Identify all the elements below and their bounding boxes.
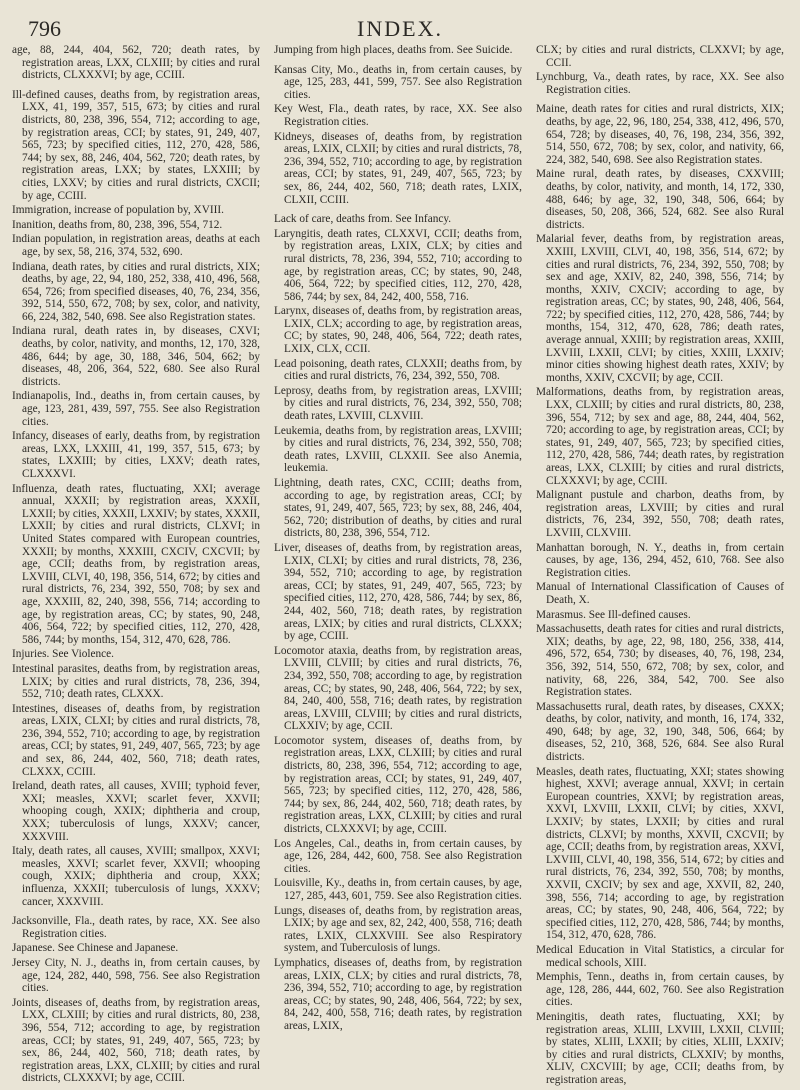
index-entry: Kidneys, diseases of, deaths from, by registration areas, LXIX, CLXII; by cities and rural districts, 78, 236, 394, 552, 710; according to age, by registration areas, CCI; by states, 91, 249, 407, 565, 723; by sex, 86, 244, 402, 560, 718; death rates, LXIX, CLXII, CCIII. — [274, 130, 522, 206]
index-entry: Memphis, Tenn., deaths in, from certain causes, by age, 128, 286, 444, 602, 760. See also Registration cities. — [536, 971, 784, 1009]
index-entry: Locomotor system, diseases of, deaths from, by registration areas, LXX, CLXIII; by cities and rural districts, 80, 238, 396, 554, 712; according to age, by registration areas, CCI; by states, 91, 249, 407, 565, 723; by specified cities, 112, 270, 428, 586, 744; by sex, 86, 244, 402, 560, 718; death rates, by registration areas, LXX, CLXIII; by cities and rural districts, CLXXXVI; by age, CCIII. — [274, 734, 522, 836]
index-entry: Indian population, in registration areas, deaths at each age, by sex, 58, 216, 374, 532, 690. — [12, 233, 260, 258]
index-entry: Louisville, Ky., deaths in, from certain causes, by age, 127, 285, 443, 601, 759. See also Registration cities. — [274, 877, 522, 902]
index-entry: Ill-defined causes, deaths from, by registration areas, LXX, 41, 199, 357, 515, 673; by cities and rural districts, 80, 238, 396, 554, 712; according to age, by registration areas, CCI; by states, 91, 249, 407, 565, 723; by specified cities, 112, 270, 428, 586, 744; by sex, 88, 246, 404, 562, 720; death rates, by registration areas, LXX; by states, LXXIII; by cities, LXXV; by cities and rural districts, CXCII; by age, CCIII. — [12, 88, 260, 202]
index-entry: Jumping from high places, deaths from. See Suicide. — [274, 44, 513, 56]
index-entry: Lack of care, deaths from. See Infancy. — [274, 213, 452, 226]
index-columns — [12, 44, 788, 1089]
index-entry: Leukemia, deaths from, by registration areas, LXVIII; by cities and rural districts, 76, 234, 392, 550, 708; death rates, LXVIII, CLXXII. See also Anemia, leukemia. — [274, 424, 522, 475]
index-entry: Malignant pustule and charbon, deaths from, by registration areas, LXVIII; by cities and rural districts, 76, 234, 392, 550, 708; death rates, LXVIII, CLXVIII. — [536, 489, 784, 539]
index-entry: Jacksonville, Fla., death rates, by race, XX. See also Registration cities. — [12, 915, 260, 940]
index-entry: Injuries. See Violence. — [12, 648, 115, 661]
index-entry: Manhattan borough, N. Y., deaths in, from certain causes, by age, 136, 294, 452, 610, 768. See also Registration cities. — [536, 541, 784, 579]
index-column-1 — [12, 44, 260, 1089]
index-entry: Massachusetts, death rates for cities and rural districts, XIX; deaths, by age, 22, 98, 180, 256, 338, 414, 496, 572, 654, 730; by diseases, 40, 76, 198, 234, 356, 392, 514, 550, 672, 708; by sex, color, and nativity, 68, 226, 384, 542, 700. See also Registration states. — [536, 623, 784, 699]
index-entry: Jersey City, N. J., deaths in, from certain causes, by age, 124, 282, 440, 598, 756. See also Registration cities. — [12, 956, 260, 995]
index-entry: Medical Education in Vital Statistics, a circular for medical schools, XIII. — [536, 943, 784, 969]
index-entry: Indiana, death rates, by cities and rural districts, XIX; deaths, by age, 22, 94, 180, 252, 338, 410, 496, 568, 654, 726; from specified diseases, 40, 76, 234, 356, 392, 514, 550, 672, 708; by sex, color, and nativity, 66, 224, 382, 540, 698. See also Registration states. — [12, 260, 260, 323]
index-entry: Indianapolis, Ind., deaths in, from certain causes, by age, 123, 281, 439, 597, 755. See also Registration cities. — [12, 390, 260, 428]
index-entry: Indiana rural, death rates in, by diseases, CXVI; deaths, by color, nativity, and months, 12, 170, 328, 486, 644; by age, 30, 188, 346, 504, 662; by diseases, 48, 206, 364, 522, 680. See also Rural districts. — [12, 325, 260, 388]
index-entry: Malformations, deaths from, by registration areas, LXX, CLXIII; by cities and rural districts, 80, 238, 396, 554, 712; by sex and age, 88, 244, 404, 562, 720; according to age, by registration areas, CCI; by states, 91, 249, 407, 565, 723; by specified cities, 112, 270, 428, 586, 744; death rates, by registration areas, LXX, CLXIII; by cities and rural districts, CLXXXVI; by age, CCIII. — [536, 386, 784, 487]
index-entry: Italy, death rates, all causes, XVIII; smallpox, XXVI; measles, XXVI; scarlet fever, XXVII; whooping cough, XXIX; diphtheria and croup, XXX; influenza, XXXII; tuberculosis of lungs, XXXV; cancer, XXXVIII. — [12, 845, 260, 908]
index-entry: Infancy, diseases of early, deaths from, by registration areas, LXX, LXXIII, 41, 199, 357, 515, 673; by states, LXXIII; by cities, LXXV; death rates, CLXXXVI. — [12, 430, 260, 480]
index-entry: Lynchburg, Va., death rates, by race, XX. See also Registration cities. — [536, 71, 784, 96]
index-entry: Manual of International Classification of Causes of Death, X. — [536, 581, 784, 606]
index-entry: age, 88, 244, 404, 562, 720; death rates, by registration areas, LXX, CLXIII; by cities and rural districts, CLXXXVI; by age, CCIII. — [12, 44, 260, 82]
index-entry: Key West, Fla., death rates, by race, XX. See also Registration cities. — [274, 103, 522, 128]
page-title: INDEX. — [357, 16, 443, 41]
index-entry: Ireland, death rates, all causes, XVIII; typhoid fever, XXI; measles, XXVI; scarlet fever, XXVII; whooping cough, XXIX; diphtheria and croup, XXX; tuberculosis of lungs, XXXV; cancer, XXXVIII. — [12, 780, 260, 843]
index-entry: Maine, death rates for cities and rural districts, XIX; deaths, by age, 22, 96, 180, 254, 338, 412, 496, 570, 654, 728; by diseases, 40, 76, 198, 234, 356, 392, 514, 550, 672, 708; by sex, color, and nativity, 66, 224, 382, 540, 698. See also Registration states. — [536, 103, 784, 166]
index-entry: Japanese. See Chinese and Japanese. — [12, 942, 179, 955]
index-entry: Influenza, death rates, fluctuating, XXI; average annual, XXXII; by registration areas, XXXII, LXXII; by cities, XXXII, LXXIV; by states, XXXII, LXXII; by cities and rural districts, CLXVI; in United States compared with European countries, XXXII; by months, XXXIII, CXCIV, CXCVII; by age, CCII; deaths from, by registration areas, LXVIII, CLVI, 40, 198, 356, 514, 672; by cities and rural districts, 76, 234, 392, 550, 708; by sex and age, XXXIII, 82, 240, 398, 556, 714; according to age, by registration areas, CC; by states, 90, 248, 406, 564, 722; by specified cities, 112, 270, 428, 586, 744; by months, 154, 312, 470, 628, 786. — [12, 482, 260, 646]
index-entry: Locomotor ataxia, deaths from, by registration areas, LXVIII, CLVIII; by cities and rural districts, 76, 234, 392, 550, 708; according to age, by registration areas, CC; by states, 90, 248, 406, 564, 722; by sex, 84, 240, 400, 558, 716; death rates, by registration areas, LXVIII, CLVIII; by cities and rural districts, CLXXIV; by age, CCII. — [274, 644, 522, 733]
index-entry: Inanition, deaths from, 80, 238, 396, 554, 712. — [12, 218, 223, 231]
index-entry: Leprosy, deaths from, by registration areas, LXVIII; by cities and rural districts, 76, 234, 392, 550, 708; death rates, LXVIII, CLXVIII. — [274, 384, 522, 423]
index-entry: Lymphatics, diseases of, deaths from, by registration areas, LXIX, CLX; by cities and rural districts, 78, 236, 394, 552, 710; according to age, by registration areas, CC; by states, 90, 248, 406, 564, 722; by sex, 84, 242, 400, 558, 716; death rates, by registration areas, LXIX, — [274, 956, 522, 1032]
index-entry: Los Angeles, Cal., deaths in, from certain causes, by age, 126, 284, 442, 600, 758. See also Registration cities. — [274, 837, 522, 875]
index-entry: Marasmus. See Ill-defined causes. — [536, 608, 691, 621]
index-entry: Larynx, diseases of, deaths from, by registration areas, LXIX, CLX; according to age, by registration areas, CC; by states, 90, 248, 406, 564, 722; death rates, LXIX, CLX, CCII. — [274, 305, 522, 356]
index-entry: Immigration, increase of population by, XVIII. — [12, 204, 224, 217]
index-entry: CLX; by cities and rural districts, CLXXVI; by age, CCII. — [536, 44, 784, 69]
index-entry: Massachusetts rural, death rates, by diseases, CXXX; deaths, by color, nativity, and month, 16, 174, 332, 490, 648; by age, 32, 190, 348, 506, 664; by diseases, 52, 210, 368, 526, 684. See also Rural districts. — [536, 700, 784, 764]
index-entry: Measles, death rates, fluctuating, XXI; states showing highest, XXVI; average annual, XXVI; in certain European countries, XXVI; by registration areas, XXVI, LXVIII, LXXII, CLVI; by cities, XXVI, LXXIV; by states, LXXII; by cities and rural districts, CLXVI; by months, XXVII, CXCVII; by age, CCII; deaths from, by registration areas, XXVI, LXVIII, CLVI, 40, 198, 356, 514, 672; by cities and rural districts, 76, 234, 392, 550, 708; by months, XXVII, CXCIV; by sex and age, XXVII, 82, 240, 398, 556, 714; according to age, by registration areas, CC; by states, 90, 248, 406, 564, 722; by specified cities, 112, 270, 428, 586, 744; by months, 154, 312, 470, 628, 786. — [536, 765, 784, 942]
index-entry: Meningitis, death rates, fluctuating, XXI; by registration areas, XLIII, LXVIII, LXXII, CLVIII; by states, XLIII, LXXII; by cities, XLIII, LXXIV; by cities and rural districts, CLXXIV; by months, XLIV, CXCVIII; by age, CCII; deaths from, by registration areas, — [536, 1010, 784, 1086]
index-entry: Joints, diseases of, deaths from, by registration areas, LXX, CLXIII; by cities and rural districts, 80, 238, 396, 554, 712; according to age, by registration areas, CCI; by states, 91, 249, 407, 565, 723; by sex, 86, 244, 402, 560, 718; death rates, by registration areas, LXX, CLXIII; by cities and rural districts, CLXXXVI; by age, CCIII. — [12, 996, 260, 1085]
index-entry: Liver, diseases of, deaths from, by registration areas, LXIX, CLXI; by cities and rural districts, 78, 236, 394, 552, 710; according to age, by registration areas, CCI; by states, 91, 249, 407, 565, 723; by specified cities, 112, 270, 428, 586, 744; by sex, 86, 244, 402, 560, 718; death rates, by registration areas, LXIX; by cities and rural districts, CLXXX; by age, CCIII. — [274, 541, 522, 643]
index-entry: Lungs, diseases of, deaths from, by registration areas, LXIX; by age and sex, 82, 242, 400, 558, 716; death rates, LXIX, CLXXVIII. See also Respiratory system, and Tuberculosis of lungs. — [274, 904, 522, 955]
index-entry: Lead poisoning, death rates, CLXXII; deaths from, by cities and rural districts, 76, 234, 392, 550, 708. — [274, 357, 522, 383]
page-header — [12, 10, 788, 44]
index-entry: Intestinal parasites, deaths from, by registration areas, LXIX; by cities and rural districts, 78, 236, 394, 552, 710; death rates, CLXXX. — [12, 662, 260, 701]
index-entry: Lightning, death rates, CXC, CCIII; deaths from, according to age, by registration areas, CCI; by states, 91, 249, 407, 565, 723; by sex, 88, 246, 404, 562, 720; distribution of deaths, by cities and rural districts, 80, 238, 396, 554, 712. — [274, 477, 522, 540]
index-column-2 — [274, 44, 522, 1089]
index-entry: Maine rural, death rates, by diseases, CXXVIII; deaths, by color, nativity, and month, 14, 172, 330, 488, 646; by age, 32, 190, 348, 506, 664; by diseases, 50, 208, 366, 524, 682. See also Rural districts. — [536, 168, 784, 231]
index-entry: Laryngitis, death rates, CLXXVI, CCII; deaths from, by registration areas, LXIX, CLX; by cities and rural districts, 78, 236, 394, 552, 710; according to age, by registration areas, CC; by states, 90, 248, 406, 564, 722; by specified cities, 112, 270, 428, 586, 744; by sex, 84, 242, 400, 558, 716. — [274, 227, 522, 303]
page-number: 796 — [28, 16, 61, 41]
index-entry: Kansas City, Mo., deaths in, from certain causes, by age, 125, 283, 441, 599, 757. See also Registration cities. — [274, 63, 522, 101]
index-column-3 — [536, 44, 784, 1089]
index-entry: Intestines, diseases of, deaths from, by registration areas, LXIX, CLXI; by cities and rural districts, 78, 236, 394, 552, 710; according to age, by registration areas, CCI; by states, 91, 249, 407, 565, 723; by age and sex, 86, 244, 402, 560, 718; death rates, CLXXX, CCIII. — [12, 702, 260, 778]
index-entry: Malarial fever, deaths from, by registration areas, XXIII, LXVIII, CLVI, 40, 198, 356, 514, 672; by cities and rural districts, 76, 234, 392, 550, 708; by sex and age, XXIV, 82, 240, 398, 556, 714; by months, XXIV, CXCIV; according to age, by registration areas, CC; by states, 90, 248, 406, 564, 722; by specified cities, 112, 270, 428, 586, 744; by months, 154, 312, 470, 628, 786; death rates, average annual, XXIII; by registration areas, XXIII, LXVIII, LXXII, CLVI; by cities, XXIII, LXXIV; minor cities showing highest death rates, XXIV; by months, XXIV, CXCVII; by age, CCII. — [536, 233, 784, 384]
